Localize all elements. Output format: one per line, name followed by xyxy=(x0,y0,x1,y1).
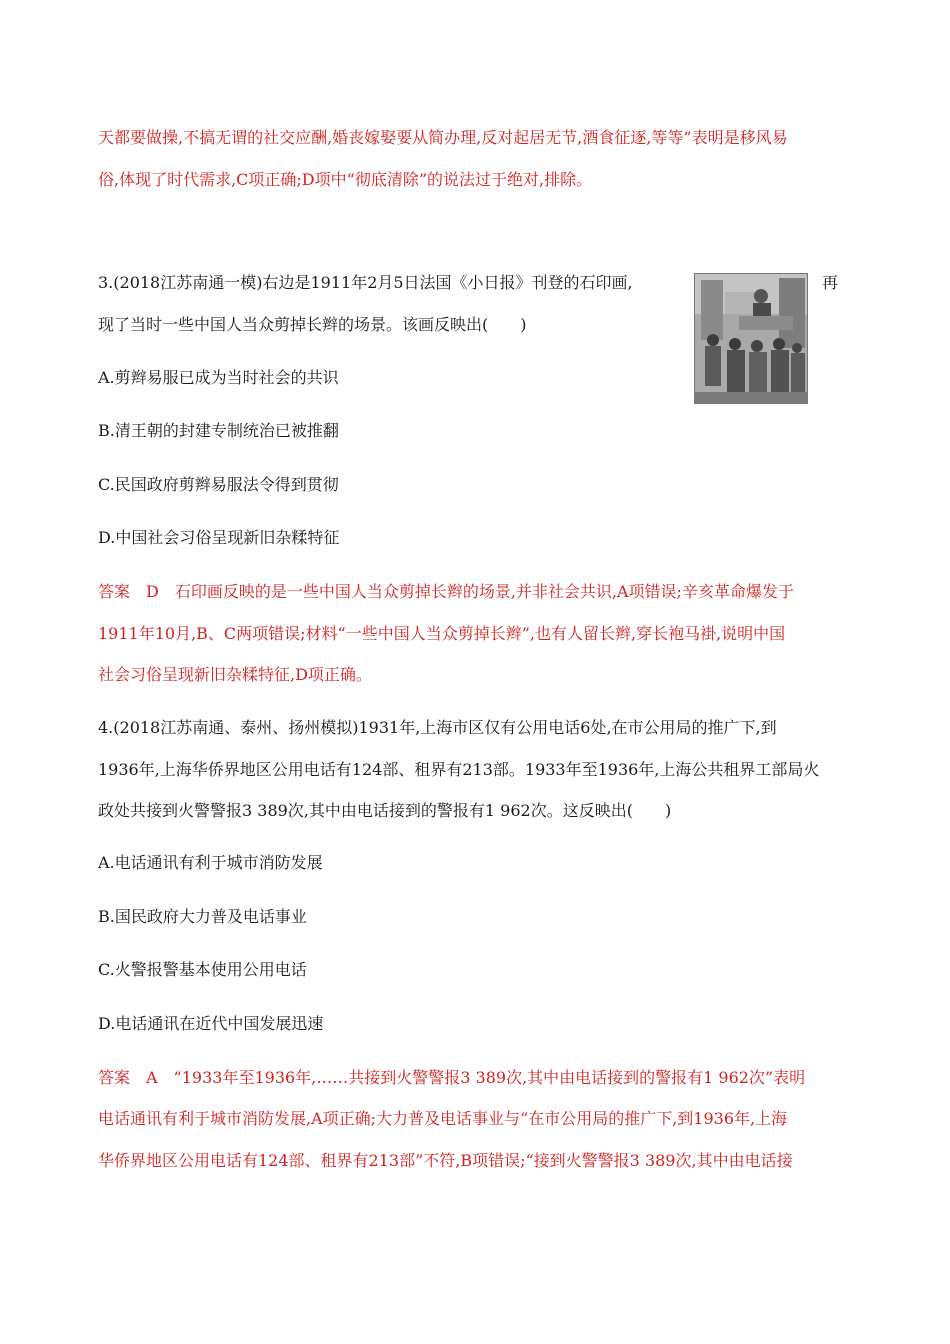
lithograph-illustration xyxy=(694,273,808,404)
q3-stem-line-1: 3.(2018江苏南通一模)右边是1911年2月5日法国《小日报》刊登的石印画, xyxy=(98,273,633,292)
q3-stem-line-1-tail: 再 xyxy=(822,273,839,292)
q4-option-d: D.电话通讯在近代中国发展迅速 xyxy=(98,1014,324,1033)
q3-answer-line-2: 1911年10月,B、C两项错误;材料“一些中国人当众剪掉长辫”,也有人留长辫,穿长袍马褂,说明中国 xyxy=(98,624,786,643)
q4-option-a: A.电话通讯有利于城市消防发展 xyxy=(98,853,323,872)
top-answer-line-1: 天都要做操,不搞无谓的社交应酬,婚丧嫁娶要从简办理,反对起居无节,酒食征逐,等等”表明是移风易 xyxy=(98,128,788,147)
q3-option-a: A.剪辫易服已成为当时社会的共识 xyxy=(98,368,339,387)
q3-answer-line-3: 社会习俗呈现新旧杂糅特征,D项正确。 xyxy=(98,665,372,684)
q4-stem-line-2: 1936年,上海华侨界地区公用电话有124部、租界有213部。1933年至1936年,上海公共租界工部局火 xyxy=(98,760,820,779)
q4-option-c: C.火警报警基本使用公用电话 xyxy=(98,960,307,979)
top-answer-line-2: 俗,体现了时代需求,C项正确;D项中“彻底清除”的说法过于绝对,排除。 xyxy=(98,170,593,189)
q4-option-b: B.国民政府大力普及电话事业 xyxy=(98,907,307,926)
q3-option-b: B.清王朝的封建专制统治已被推翻 xyxy=(98,421,339,440)
q4-stem-line-3: 政处共接到火警警报3 389次,其中由电话接到的警报有1 962次。这反映出( ) xyxy=(98,801,672,820)
q4-answer-line-3: 华侨界地区公用电话有124部、租界有213部”不符,B项错误;“接到火警警报3 389次,其中由电话接 xyxy=(98,1151,793,1170)
q4-answer-line-1: 答案 A “1933年至1936年,……共接到火警警报3 389次,其中由电话接到的警报有1 962次”表明 xyxy=(98,1068,806,1087)
q3-answer-line-1: 答案 D 石印画反映的是一些中国人当众剪掉长辫的场景,并非社会共识,A项错误;辛亥革命爆发于 xyxy=(98,582,794,601)
q4-answer-line-2: 电话通讯有利于城市消防发展,A项正确;大力普及电话事业与“在市公用局的推广下,到1936年,上海 xyxy=(98,1109,788,1128)
q4-stem-line-1: 4.(2018江苏南通、泰州、扬州模拟)1931年,上海市区仅有公用电话6处,在市公用局的推广下,到 xyxy=(98,718,777,737)
q3-stem-line-2: 现了当时一些中国人当众剪掉长辫的场景。该画反映出( ) xyxy=(98,315,527,334)
q3-option-c: C.民国政府剪辫易服法令得到贯彻 xyxy=(98,475,339,494)
q3-option-d: D.中国社会习俗呈现新旧杂糅特征 xyxy=(98,528,340,547)
